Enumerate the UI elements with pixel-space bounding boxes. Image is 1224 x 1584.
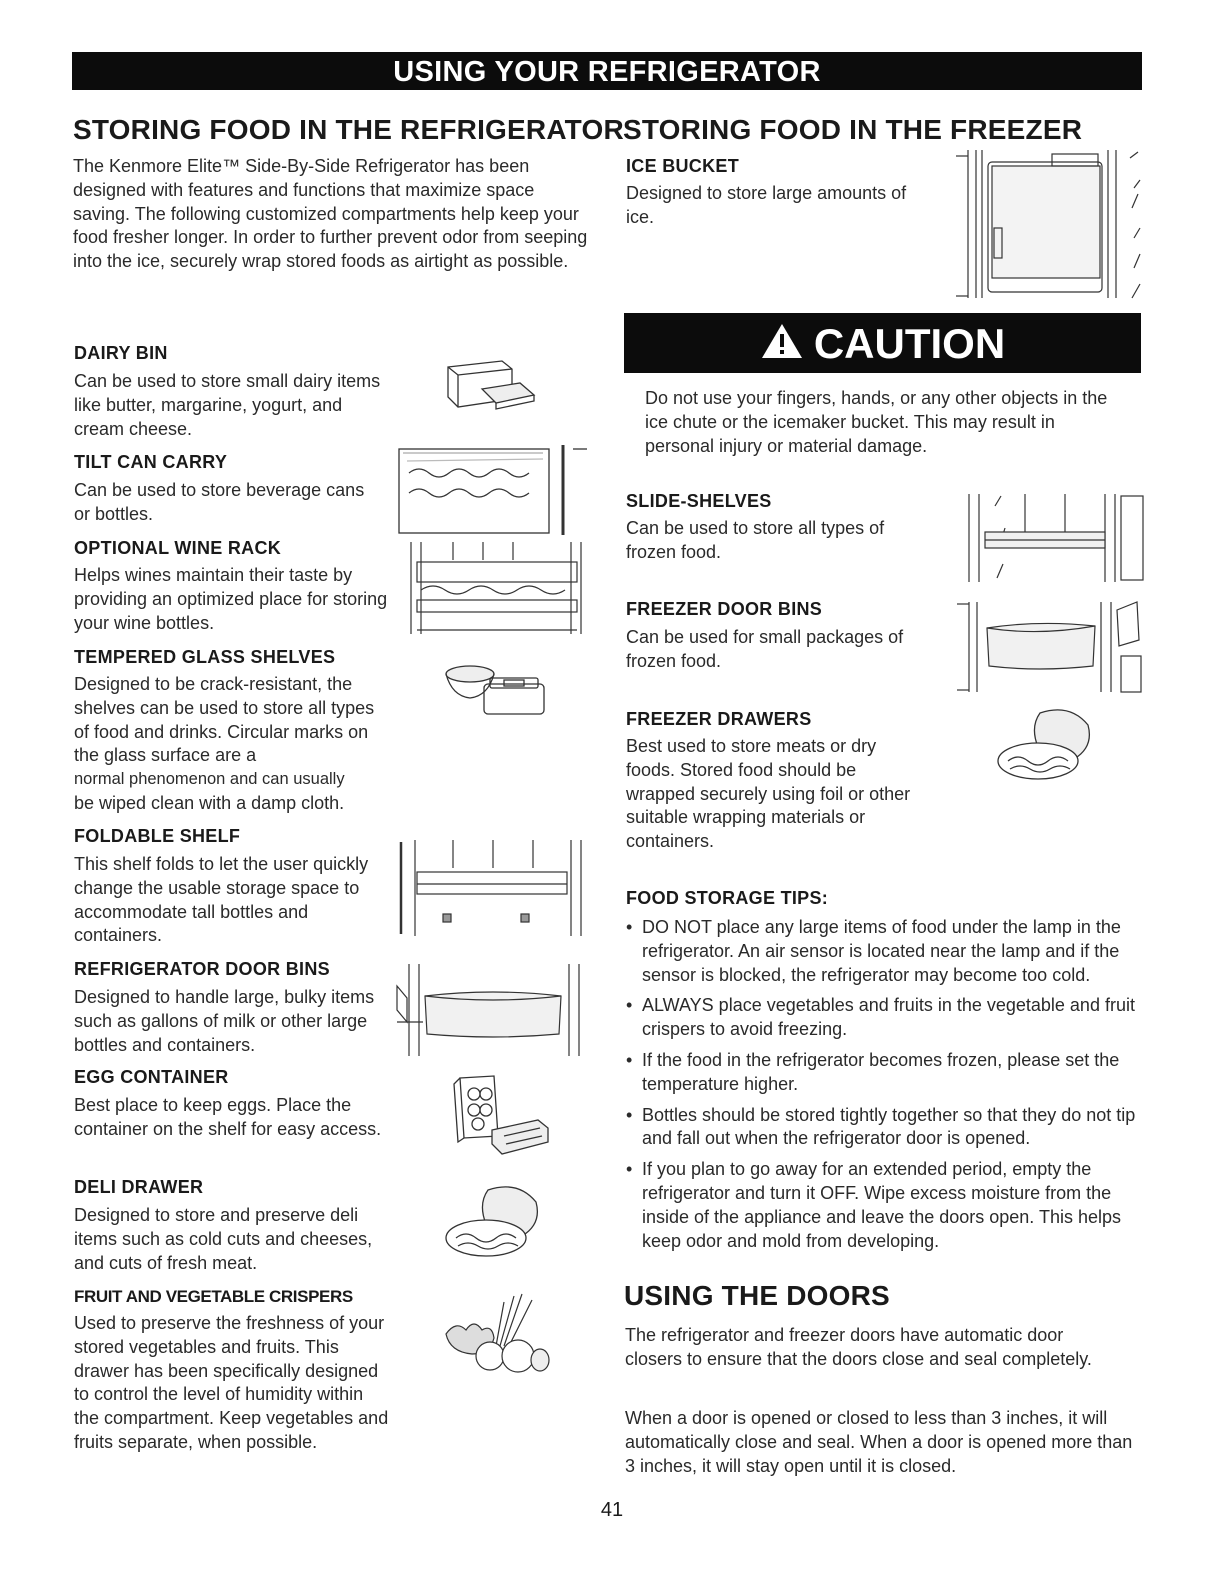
ice-bucket-title: ICE BUCKET bbox=[626, 156, 740, 176]
tilt-can-title: TILT CAN CARRY bbox=[74, 452, 228, 472]
tips-title: FOOD STORAGE TIPS: bbox=[626, 888, 829, 908]
caution-banner bbox=[624, 313, 1141, 373]
door-bin-icon bbox=[393, 962, 588, 1057]
page-number: 41 bbox=[600, 1499, 624, 1521]
warning-triangle-icon bbox=[760, 315, 804, 377]
door-bins-text: Designed to handle large, bulky items such as gallons of milk or other large bottles and containers. bbox=[74, 987, 375, 1055]
tip-item: • If you plan to go away for an extended period, empty the refrigerator and turn it OFF. Wipe excess moisture from the inside of the appliance and leave the doors open. This helps keep odor and mold from developing. bbox=[626, 1159, 1122, 1251]
freezer-door-bins-title: FREEZER DOOR BINS bbox=[626, 599, 823, 619]
deli-meat-icon bbox=[442, 1180, 552, 1262]
glass-shelves-text-end: be wiped clean with a damp cloth. bbox=[74, 793, 345, 813]
freezer-drawers-text: Best used to store meats or dry foods. Stored food should be wrapped securely using foil or other suitable wrapping materials or containers. bbox=[626, 736, 911, 852]
foldable-shelf-icon bbox=[393, 838, 588, 938]
glass-shelf-food-icon bbox=[442, 660, 554, 720]
glass-shelves-title: TEMPERED GLASS SHELVES bbox=[74, 647, 336, 667]
slide-shelf-icon bbox=[955, 492, 1145, 584]
fridge-intro: The Kenmore Elite™ Side-By-Side Refrigerator has been designed with features and functions that maximize space saving. The following customized compartments help keep your food fresher longer. In order to further prevent odor from seeping into the ice, securely wrap stored foods as airtight as possible. bbox=[73, 156, 588, 272]
tilt-can-text: Can be used to store beverage cans or bottles. bbox=[74, 480, 365, 524]
doors-text-2: When a door is opened or closed to less than 3 inches, it will automatically close and seal. When a door is opened more than 3 inches, it will stay open until it is closed. bbox=[625, 1408, 1133, 1476]
crispers-text: Used to preserve the freshness of your stored vegetables and fruits. This drawer has been specifically designed to control the level of humidity within the compartment. Keep vegetables and fruits separate, when possible. bbox=[74, 1313, 389, 1452]
dairy-bin-text: Can be used to store small dairy items like butter, margarine, yogurt, and cream cheese. bbox=[74, 371, 381, 439]
deli-drawer-text: Designed to store and preserve deli items such as cold cuts and cheeses, and cuts of fresh meat. bbox=[74, 1205, 373, 1273]
section-banner: USING YOUR REFRIGERATOR bbox=[72, 52, 1142, 90]
glass-shelves-text: Designed to be crack-resistant, the shelves can be used to store all types of food and drinks. Circular marks on the glass surface are a bbox=[74, 674, 375, 766]
freezer-drawers-title: FREEZER DRAWERS bbox=[626, 709, 812, 729]
ice-bucket-text: Designed to store large amounts of ice. bbox=[626, 183, 907, 227]
foldable-shelf-text: This shelf folds to let the user quickly change the usable storage space to accommodate tall bottles and containers. bbox=[74, 854, 369, 946]
wine-rack-title: OPTIONAL WINE RACK bbox=[74, 538, 282, 558]
deli-drawer-title: DELI DRAWER bbox=[74, 1177, 204, 1197]
foldable-shelf-title: FOLDABLE SHELF bbox=[74, 826, 241, 846]
caution-label: CAUTION bbox=[813, 320, 1006, 367]
dairy-bin-title: DAIRY BIN bbox=[74, 343, 168, 363]
tip-item: • If the food in the refrigerator becomes frozen, please set the temperature higher. bbox=[626, 1049, 1120, 1094]
door-bins-title: REFRIGERATOR DOOR BINS bbox=[74, 959, 330, 979]
wine-rack-text: Helps wines maintain their taste by providing an optimized place for storing your wine bottles. bbox=[74, 565, 388, 633]
egg-container-icon bbox=[448, 1072, 553, 1160]
freezer-door-bin-icon bbox=[955, 600, 1145, 695]
freezer-meat-icon bbox=[994, 705, 1104, 785]
dairy-bin-icon bbox=[442, 355, 538, 415]
ice-bucket-icon bbox=[952, 148, 1144, 300]
caution-text: Do not use your fingers, hands, or any other objects in the ice chute or the icemaker bucket. This may result in personal injury or material damage. bbox=[645, 388, 1108, 456]
freezer-heading: STORING FOOD IN THE FREEZER bbox=[623, 114, 1083, 145]
glass-shelves-text-cont: normal phenomenon and can usually bbox=[74, 770, 345, 788]
fridge-heading: STORING FOOD IN THE REFRIGERATOR bbox=[73, 114, 624, 145]
egg-container-text: Best place to keep eggs. Place the container on the shelf for easy access. bbox=[74, 1095, 382, 1139]
doors-text-1: The refrigerator and freezer doors have automatic door closers to ensure that the doors close and seal completely. bbox=[625, 1325, 1092, 1369]
vegetables-icon bbox=[440, 1290, 552, 1376]
slide-shelves-text: Can be used to store all types of frozen food. bbox=[626, 518, 885, 562]
crispers-title: FRUIT AND VEGETABLE CRISPERS bbox=[74, 1287, 353, 1306]
tip-item: • DO NOT place any large items of food under the lamp in the refrigerator. An air sensor is located near the lamp and if the sensor is blocked, the refrigerator may become too cold. bbox=[626, 917, 1121, 985]
tips-list bbox=[626, 916, 1146, 1260]
slide-shelves-title: SLIDE-SHELVES bbox=[626, 491, 772, 511]
egg-container-title: EGG CONTAINER bbox=[74, 1067, 229, 1087]
freezer-door-bins-text: Can be used for small packages of frozen food. bbox=[626, 627, 904, 671]
wine-rack-icon bbox=[393, 540, 588, 635]
tip-item: • ALWAYS place vegetables and fruits in the vegetable and fruit crispers to avoid freezing. bbox=[626, 995, 1135, 1040]
doors-heading: USING THE DOORS bbox=[624, 1280, 890, 1311]
tilt-can-carry-icon bbox=[393, 443, 588, 535]
tip-item: • Bottles should be stored tightly together so that they do not tip and fall out when the refrigerator door is opened. bbox=[626, 1104, 1136, 1149]
